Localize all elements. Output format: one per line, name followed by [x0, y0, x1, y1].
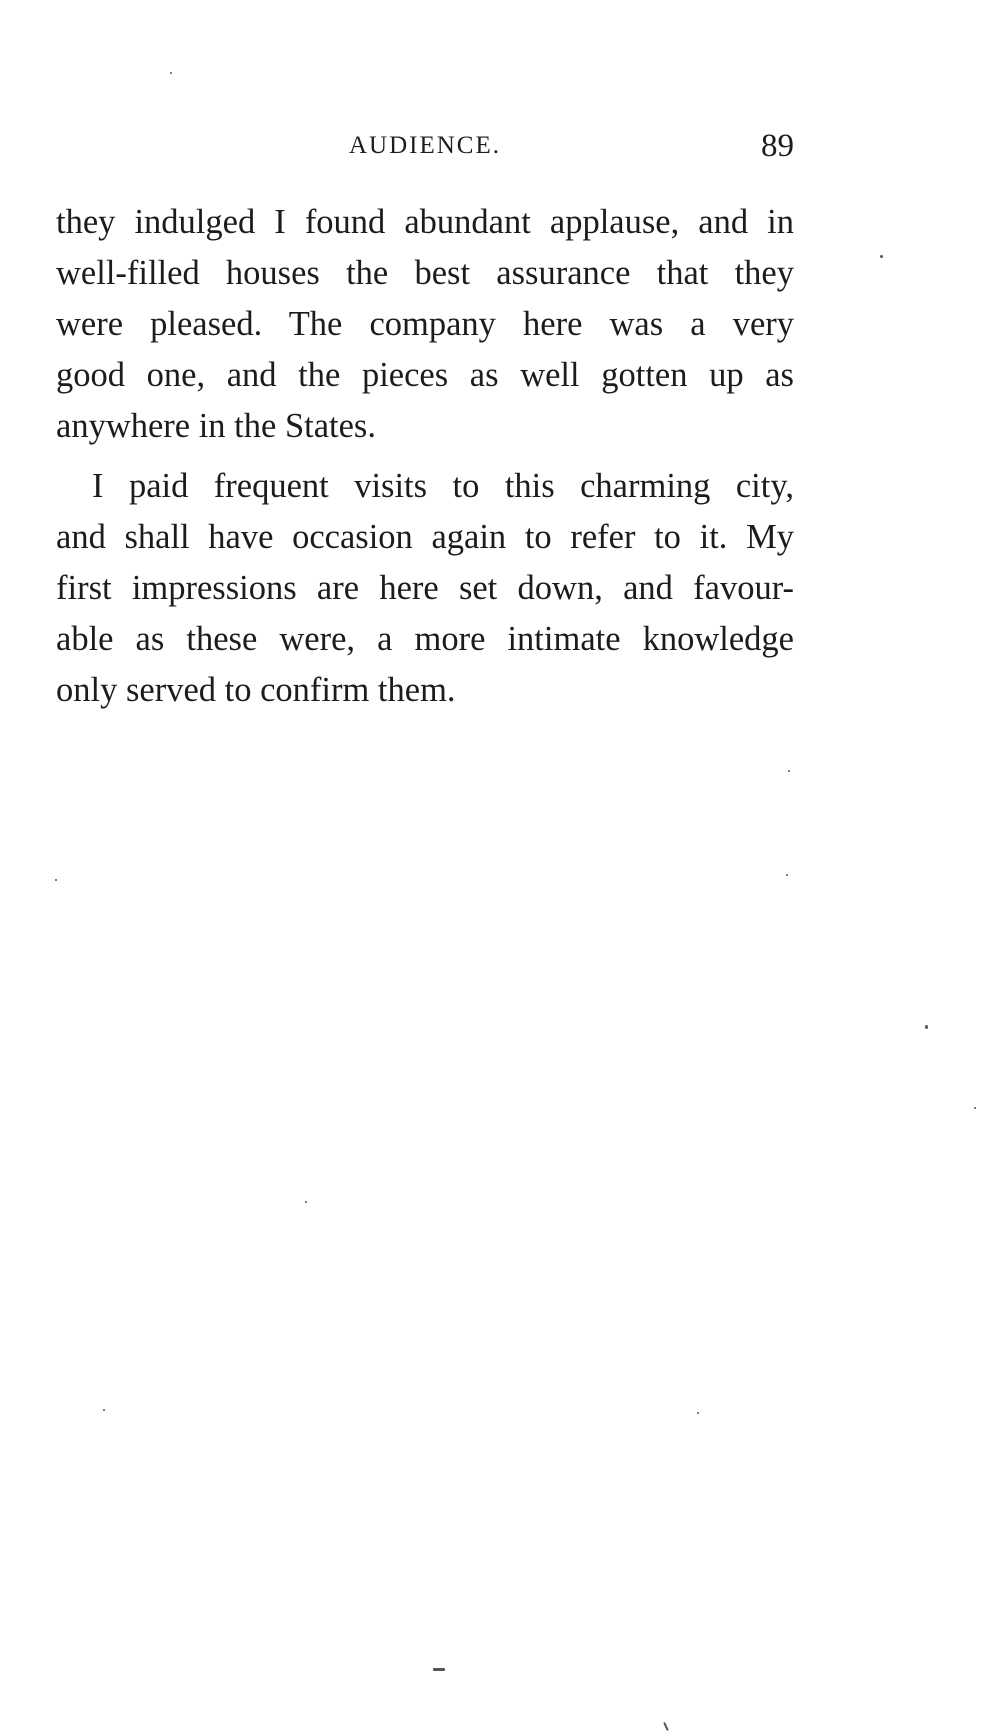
- text-line: were pleased. The company here was a very: [56, 305, 794, 343]
- paragraph-2: [56, 461, 794, 716]
- paragraph-1: [56, 197, 794, 452]
- paper-speck: [170, 72, 172, 74]
- text-line: they indulged I found abundant applause, and in: [56, 203, 794, 241]
- page-number: 89: [761, 128, 794, 164]
- text-line: good one, and the pieces as well gotten up as: [56, 356, 794, 394]
- running-head: [56, 128, 794, 172]
- text-line: able as these were, a more intimate knowledge: [56, 620, 794, 658]
- text-line: and shall have occasion again to refer to it. My: [56, 518, 794, 556]
- paper-speck: [880, 255, 883, 258]
- text-line: I paid frequent visits to this charming city,: [92, 467, 794, 505]
- paper-speck: [663, 1722, 669, 1731]
- text-line: anywhere in the States.: [56, 407, 376, 445]
- paper-speck: [697, 1412, 699, 1414]
- paper-speck: [925, 1025, 928, 1029]
- paper-speck: [305, 1201, 307, 1203]
- paper-speck: [433, 1668, 445, 1671]
- paper-speck: [788, 770, 790, 772]
- paper-speck: [786, 874, 788, 876]
- text-line: only served to confirm them.: [56, 671, 456, 709]
- paper-speck: [103, 1409, 105, 1411]
- paper-speck: [974, 1107, 976, 1109]
- paper-speck: [55, 879, 57, 881]
- running-title: AUDIENCE.: [348, 132, 501, 159]
- text-line: well-filled houses the best assurance that they: [56, 254, 794, 292]
- text-line: first impressions are here set down, and favour-: [56, 569, 794, 607]
